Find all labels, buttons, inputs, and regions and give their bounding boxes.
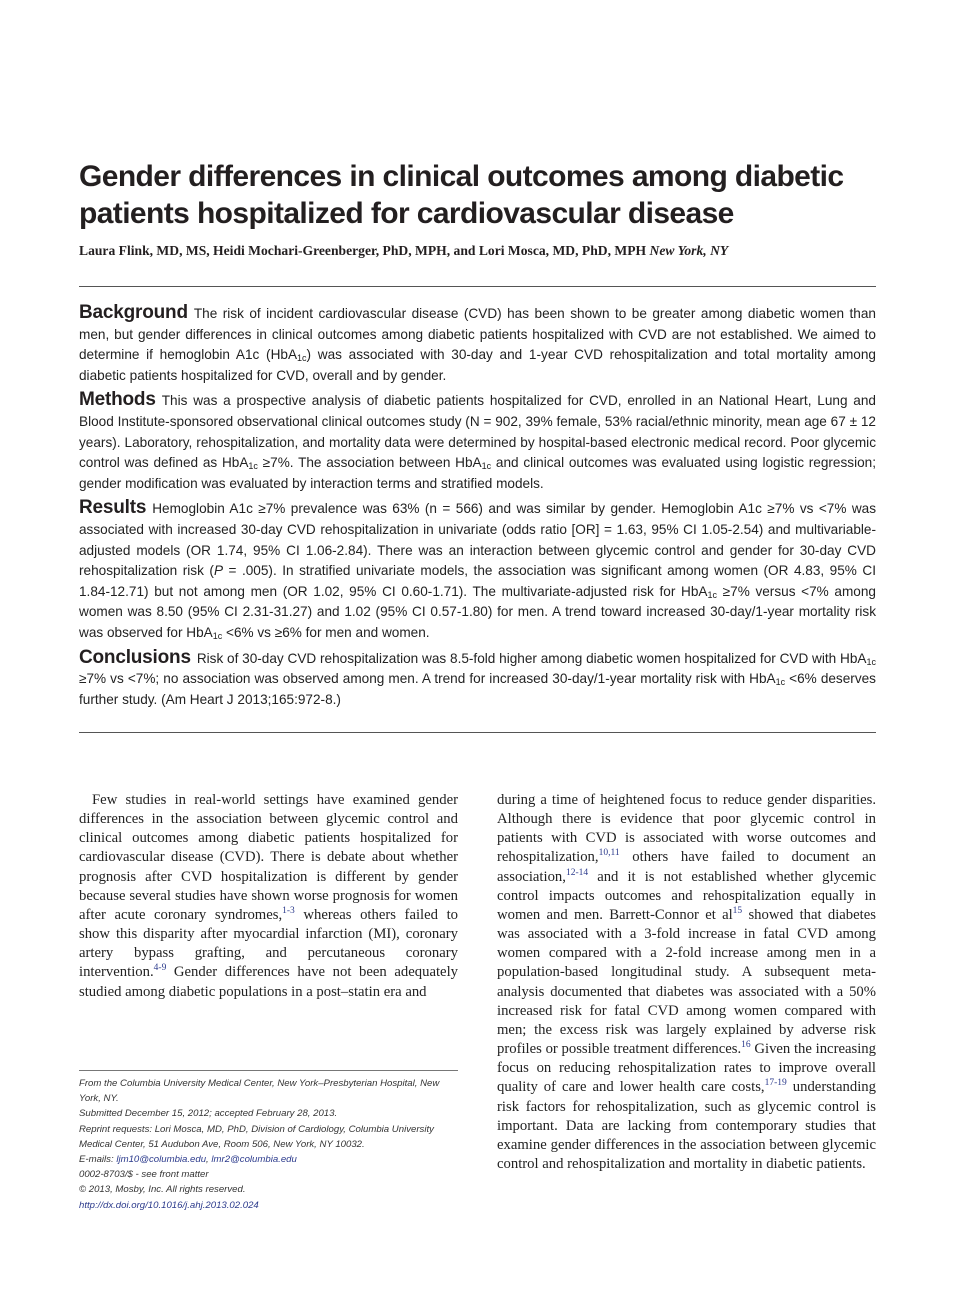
- methods-heading: Methods: [79, 389, 156, 411]
- citation-link[interactable]: 17-19: [764, 1078, 787, 1089]
- footnote-reprint: Reprint requests: Lori Mosca, MD, PhD, Division of Cardiology, Columbia University Medical Center, 51 Audubon Ave, Room 506, New York, NY 10032.: [79, 1123, 434, 1150]
- author-names: Laura Flink, MD, MS, Heidi Mochari-Greenberger, PhD, MPH, and Lori Mosca, MD, PhD, MPH: [79, 243, 647, 258]
- intro-paragraph-1: Few studies in real-world settings have examined gender differences in the association between glycemic control and clinical outcomes among diabetic patients hospitalized for cardiovascular disease (CVD). There is debate about whether prognosis after CVD hospitalization is different by gender because several studies have shown worse prognosis for women after acute coronary syndromes,$^{1-3}$ whereas others failed to show this disparity after myocardial infarction (MI), coronary artery bypass grafting, and percutaneous coronary intervention.$^{4-9}$ Gender differences have not been adequately studied among diabetic populations in a post–statin era and: [79, 792, 459, 1000]
- email-link-2[interactable]: lmr2@columbia.edu: [211, 1154, 297, 1166]
- email-link-1[interactable]: ljm10@columbia.edu: [116, 1154, 207, 1166]
- citation-link[interactable]: 16: [741, 1040, 751, 1051]
- abstract-conclusions: Conclusions Risk of 30-day CVD rehospitalization was 8.5-fold higher among diabetic women hospitalized for CVD with HbA$_{1c}$ ≥7% vs <7%; no association was observed among men. A trend for increased 30-day/1-year mortality risk with HbA$_{1c}$ <6% deserves further study. (Am Heart J 2013;165:972-8.): [79, 646, 876, 707]
- abstract-methods: Methods This was a prospective analysis of diabetic patients hospitalized for CVD, enrolled in an National Heart, Lung and Blood Institute-sponsored observational clinical outcomes study (N = 902, 39% female, 53% racial/ethnic minority, mean age 67 ± 12 years). Laboratory, rehospitalization, and mortality data were determined by hospital-based electronic medical record. Poor glycemic control was defined as HbA$_{1c}$ ≥7%. The association between HbA$_{1c}$ and clinical outcomes was evaluated using logistic regression; gender modification was evaluated by interaction terms and stratified models.: [79, 389, 876, 491]
- abstract-results: Results Hemoglobin A1c ≥7% prevalence was 63% (n = 566) and was similar by gender. Hemoglobin A1c ≥7% vs <7% was associated with increased 30-day CVD rehospitalization in univariate (odds ratio [OR] = 1.63, 95% CI 1.05-2.54) and multivariable-adjusted models (OR 1.74, 95% CI 1.06-2.84). There was an interaction between glycemic control and gender for 30-day CVD rehospitalization risk (P = .005). In stratified univariate models, the association was significant among women (OR 4.83, 95% CI 1.84-12.71) but not among men (OR 1.02, 95% CI 0.60-1.71). The multivariate-adjusted risk for HbA$_{1c}$ ≥7% versus <7% among women was 8.50 (95% CI 2.31-31.27) and 1.02 (95% CI 0.57-1.80) for men. A trend toward increased 30-day/1-year mortality risk was observed for HbA$_{1c}$ <6% vs ≥6% for men and women.: [79, 497, 876, 641]
- footnote-rule: [79, 1070, 458, 1071]
- doi-link[interactable]: http://dx.doi.org/10.1016/j.ahj.2013.02.024: [79, 1199, 259, 1211]
- footnote-emails: E-mails: ljm10@columbia.edu, lmr2@columbia.edu: [79, 1154, 297, 1166]
- intro-paragraph-1-continued: during a time of heightened focus to reduce gender disparities. Although there is evidence that poor glycemic control in patients with CVD is associated with worse outcomes and rehospitalization,$^{10,11}$ others have failed to document an association,$^{12-14}$ and it is not established whether glycemic control impacts outcomes and rehospitalization equally in women and men. Barrett-Connor et $al^{15}$ showed that diabetes was associated with a 3-fold increase in fatal CVD among women compared with a 2-fold increase among men in a population-based longitudinal study. A subsequent meta-analysis documented that diabetes was associated with a 50% increased risk for fatal CVD among women compared with men; the excess risk was largely explained by adverse risk profiles or possible treatment differences.$^{16}$ Given the increasing focus on reducing rehospitalization rates to improve overall quality of care and lower health care costs,$^{17-19}$ understanding risk factors for rehospitalization, such as glycemic control is important. Data are lacking from contemporary studies that examine gender differences in the association between glycemic control and rehospitalization and mortality in diabetic patients.: [497, 792, 876, 1172]
- citation-link[interactable]: 10,11: [598, 848, 620, 859]
- author-line: [79, 242, 899, 260]
- background-heading: Background: [79, 302, 188, 323]
- footnote-copyright: © 2013, Mosby, Inc. All rights reserved.: [79, 1184, 246, 1196]
- abstract-bottom-rule: [79, 732, 876, 733]
- author-location: New York, NY: [649, 243, 729, 258]
- abstract: [79, 303, 876, 714]
- body-left-column: [79, 791, 458, 1002]
- citation-link[interactable]: 15: [732, 905, 743, 916]
- footnote-issn: 0002-8703/$ - see front matter: [79, 1169, 209, 1181]
- footnote-submitted: Submitted December 15, 2012; accepted February 28, 2013.: [79, 1108, 338, 1120]
- article-title: Gender differences in clinical outcomes among diabetic patients hospitalized for cardiovascular disease: [79, 160, 844, 230]
- citation-link[interactable]: 4-9: [153, 963, 167, 974]
- results-heading: Results: [79, 497, 147, 519]
- body-right-column: [497, 791, 876, 1174]
- conclusions-heading: Conclusions: [79, 646, 191, 668]
- citation-link[interactable]: 12-14: [565, 867, 589, 878]
- footnotes: [79, 1076, 460, 1213]
- citation-link[interactable]: 1-3: [282, 905, 295, 916]
- abstract-top-rule: [79, 286, 876, 287]
- footnote-affiliation: From the Columbia University Medical Center, New York–Presbyterian Hospital, New York, NY.: [79, 1078, 440, 1105]
- abstract-background: Background The risk of incident cardiovascular disease (CVD) has been shown to be greater among diabetic women than men, but gender differences in clinical outcomes among diabetic patients hospitalized with CVD are not established. We aimed to determine if hemoglobin A1c (HbA$_{1c}$) was associated with 30-day and 1-year CVD rehospitalization and total mortality among diabetic patients hospitalized for CVD, overall and by gender.: [79, 302, 876, 383]
